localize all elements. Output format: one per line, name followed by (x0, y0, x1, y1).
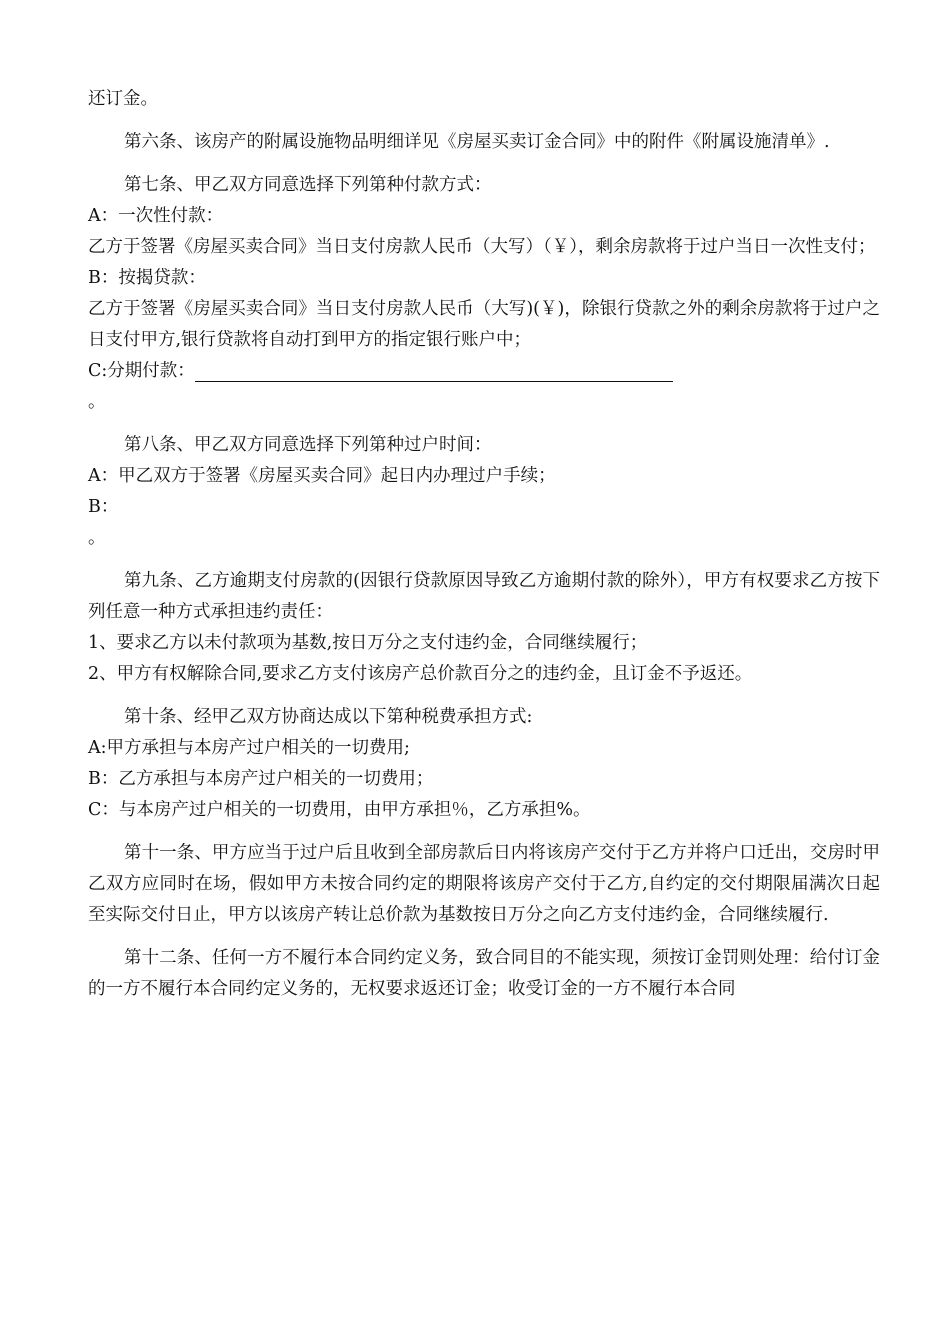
option-a-text: 乙方于签署《房屋买卖合同》当日支付房款人民币（大写）（￥），剩余房款将于过户当日一次性支付； (88, 237, 876, 257)
tax-option-b: B：乙方承担与本房产过户相关的一切费用； (88, 769, 434, 789)
article-7-heading: 第七条、甲乙双方同意选择下列第种付款方式： (124, 175, 492, 195)
option-b-label: B：按揭贷款： (88, 268, 206, 288)
option-b-text: 乙方于签署《房屋买卖合同》当日支付房款人民币（大写)(￥)，除银行贷款之外的剩余房款将于过户之日支付甲方,银行贷款将自动打到甲方的指定银行账户中； (88, 299, 880, 350)
paragraph-continuation: 还订金。 (88, 89, 158, 109)
article-10-heading: 第十条、经甲乙双方协商达成以下第种税费承担方式: (124, 707, 533, 727)
transfer-option-b: B： (88, 497, 119, 517)
transfer-option-a: A：甲乙双方于签署《房屋买卖合同》起日内办理过户手续； (88, 466, 556, 486)
article-8-heading: 第八条、甲乙双方同意选择下列第种过户时间： (124, 435, 492, 455)
period-line: 。 (88, 392, 106, 412)
tax-option-c: C：与本房产过户相关的一切费用，由甲方承担％，乙方承担%。 (88, 800, 591, 820)
document-page (88, 84, 880, 1005)
article-9-item-2: 2、甲方有权解除合同,要求乙方支付该房产总价款百分之的违约金，且订金不予返还。 (88, 664, 753, 684)
period-line: 。 (88, 528, 106, 548)
option-c-label: C:分期付款： (88, 361, 195, 381)
option-a-label: A：一次性付款： (88, 206, 224, 226)
article-9: 第九条、乙方逾期支付房款的(因银行贷款原因导致乙方逾期付款的除外），甲方有权要求乙方按下列任意一种方式承担违约责任： (88, 571, 880, 622)
option-c-line (88, 356, 880, 387)
fill-in-blank-line (195, 363, 673, 382)
tax-option-a: A:甲方承担与本房产过户相关的一切费用; (88, 738, 410, 758)
article-11: 第十一条、甲方应当于过户后且收到全部房款后日内将该房产交付于乙方并将户口迁出，交房时甲乙双方应同时在场，假如甲方未按合同约定的期限将该房产交付于乙方,自约定的交付期限届满次日起至实际交付日止，甲方以该房产转让总价款为基数按日万分之向乙方支付违约金，合同继续履行. (88, 843, 880, 925)
article-12: 第十二条、任何一方不履行本合同约定义务，致合同目的不能实现，须按订金罚则处理：给付订金的一方不履行本合同约定义务的，无权要求返还订金；收受订金的一方不履行本合同 (88, 948, 880, 999)
article-6: 第六条、该房产的附属设施物品明细详见《房屋买卖订金合同》中的附件《附属设施清单》. (124, 132, 830, 152)
article-9-item-1: 1、要求乙方以未付款项为基数,按日万分之支付违约金，合同继续履行； (88, 633, 648, 653)
